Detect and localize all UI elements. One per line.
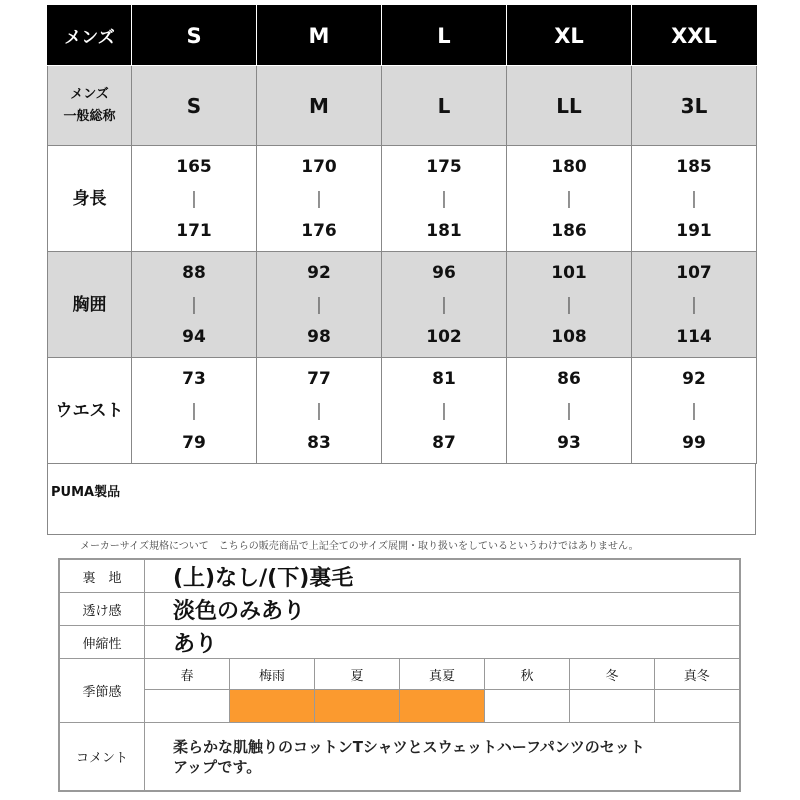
size-note: メーカーサイズ規格について こちらの販売商品で上記全てのサイズ展開・取り扱いをしているというわけではありません。 [80,541,639,552]
lining-row [59,559,740,593]
size-xxl: XXL [632,6,757,66]
season-summer: 夏 [315,659,400,690]
general-size: M [257,66,382,146]
season-winter: 冬 [570,659,655,690]
range-cell: 185 | 191 [632,146,757,252]
lining-value: (上)なし/(下)裏毛 [145,559,740,593]
range-cell: 88 | 94 [132,252,257,358]
height-row [48,146,757,252]
size-chart-table [47,5,757,464]
season-indicator [655,690,740,723]
brand-label: PUMA製品 [51,485,121,500]
range-cell: 96 | 102 [382,252,507,358]
general-size: S [132,66,257,146]
season-midwinter: 真冬 [655,659,740,690]
size-xl: XL [507,6,632,66]
general-size-row [48,66,757,146]
spec-table [58,558,741,792]
header-label: メンズ [48,6,132,66]
season-indicator [145,690,230,723]
season-midsummer: 真夏 [400,659,485,690]
stretch-row [59,626,740,659]
comment-row [59,723,740,792]
range-cell: 86 | 93 [507,358,632,464]
range-cell: 92 | 99 [632,358,757,464]
season-spring: 春 [145,659,230,690]
brand-box [47,463,756,535]
general-size: L [382,66,507,146]
season-indicator-active [315,690,400,723]
chest-row [48,252,757,358]
size-header-row [48,6,757,66]
season-rainy: 梅雨 [230,659,315,690]
range-cell: 101 | 108 [507,252,632,358]
season-indicator-active [400,690,485,723]
size-l: L [382,6,507,66]
size-s: S [132,6,257,66]
season-label: 季節感 [59,659,145,723]
sheer-label: 透け感 [59,593,145,626]
range-cell: 77 | 83 [257,358,382,464]
season-header-row [59,659,740,690]
range-cell: 180 | 186 [507,146,632,252]
general-size: 3L [632,66,757,146]
general-label: メンズ 一般総称 [48,66,132,146]
waist-label: ウエスト [48,358,132,464]
range-cell: 170 | 176 [257,146,382,252]
season-indicator-active [230,690,315,723]
range-cell: 165 | 171 [132,146,257,252]
season-indicator [485,690,570,723]
range-cell: 73 | 79 [132,358,257,464]
comment-label: コメント [59,723,145,792]
chest-label: 胸囲 [48,252,132,358]
size-m: M [257,6,382,66]
range-cell: 81 | 87 [382,358,507,464]
range-cell: 175 | 181 [382,146,507,252]
general-size: LL [507,66,632,146]
lining-label: 裏 地 [59,559,145,593]
sheer-row [59,593,740,626]
sheer-value: 淡色のみあり [145,593,740,626]
stretch-value: あり [145,626,740,659]
height-label: 身長 [48,146,132,252]
comment-text: 柔らかな肌触りのコットンTシャツとスウェットハーフパンツのセット アップです。 [145,723,740,792]
waist-row [48,358,757,464]
season-indicator [570,690,655,723]
range-cell: 107 | 114 [632,252,757,358]
season-indicator-row [59,690,740,723]
range-cell: 92 | 98 [257,252,382,358]
stretch-label: 伸縮性 [59,626,145,659]
season-autumn: 秋 [485,659,570,690]
